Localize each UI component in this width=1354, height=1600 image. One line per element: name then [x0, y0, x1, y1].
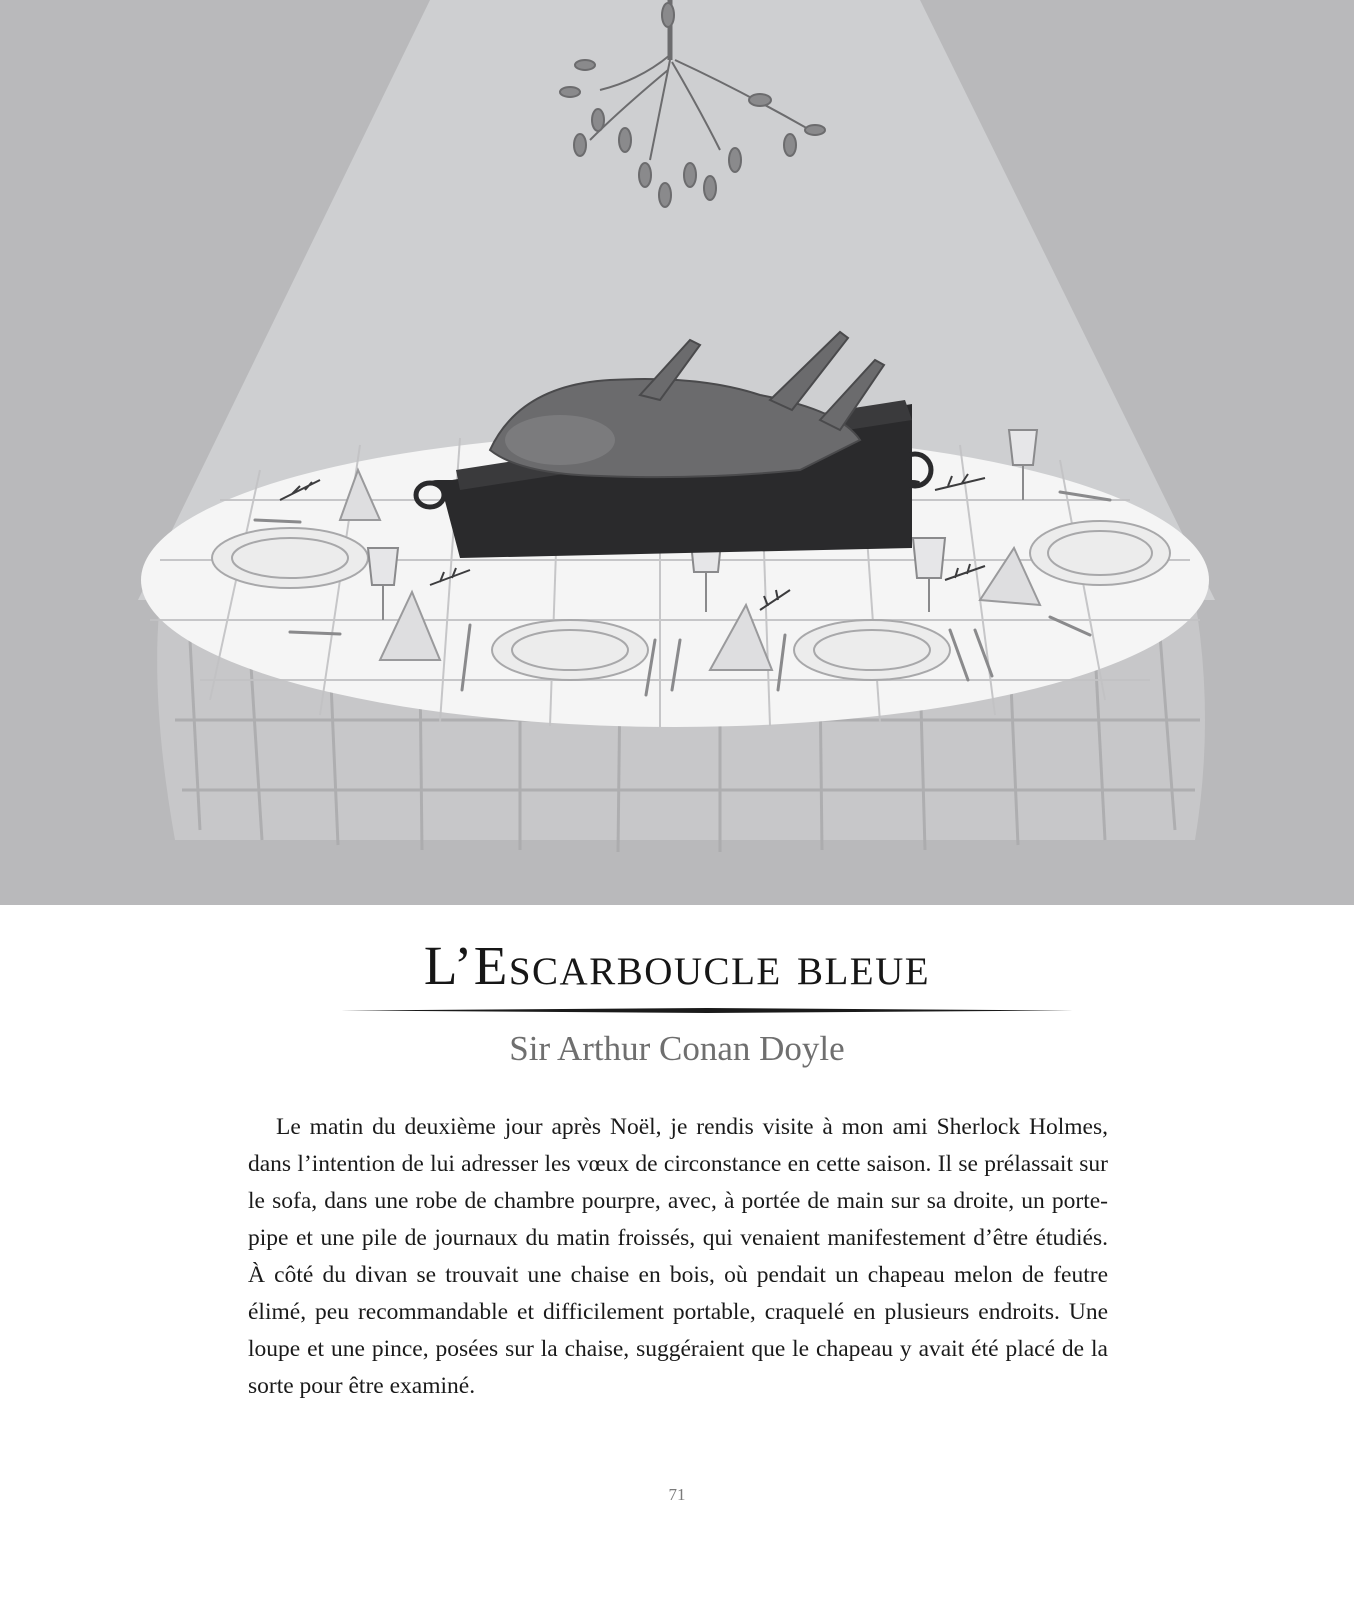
author-name: Sir Arthur Conan Doyle [509, 1029, 845, 1068]
body-paragraph: Le matin du deuxième jour après Noël, je rendis visite à mon ami Sherlock Holmes, dans l’intention de lui adresser les vœux de circonstance en cette saison. Il se prélassait sur le sofa, dans une robe de chambre pourpre, avec, à portée de main sur sa droite, un porte-pipe et une pile de journaux du matin froissés, qui venaient manifestement d’être étudiés. À côté du divan se trouvait une chaise en bois, où pendait un chapeau melon de feutre élimé, peu recommandable et difficilement portable, craquelé en plusieurs endroits. Une loupe et une pince, posées sur la chaise, suggéraient que le chapeau y avait été placé de la sorte pour être examiné. [248, 1114, 1108, 1399]
title-rule [340, 1008, 1074, 1013]
page-number: 71 [668, 1485, 686, 1504]
chapter-title: L’Escarboucle bleue [423, 935, 931, 996]
